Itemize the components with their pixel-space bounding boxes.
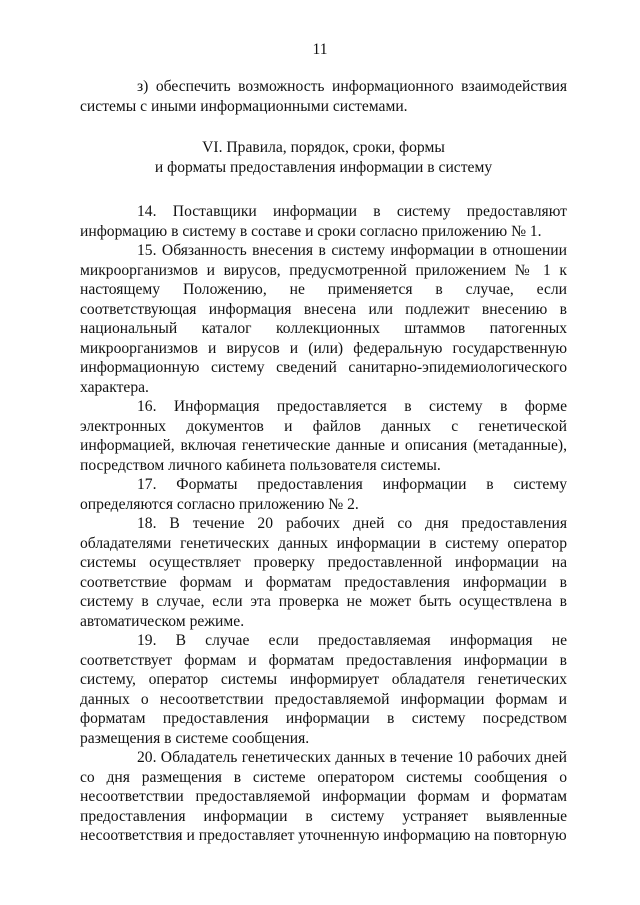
page-number: 11 xyxy=(312,41,328,58)
section-heading xyxy=(80,138,567,177)
document-body xyxy=(80,77,567,846)
list-item-z: з) обеспечить возможность информационного взаимодействия системы с иными информационными системами. xyxy=(80,78,567,115)
section-heading-line-2: и форматы предоставления информации в систему xyxy=(154,158,493,176)
section-heading-line-1: VI. Правила, порядок, сроки, формы xyxy=(202,139,445,156)
paragraph-18: 18. В течение 20 рабочих дней со дня предоставления обладателями генетических данных информации в систему оператор системы осуществляет проверку предоставленной информации на соответствие формам и форматам предоставления информации в систему в случае, если эта проверка не может быть осуществлена в автоматическом режиме. xyxy=(80,515,567,630)
paragraph-17: 17. Форматы предоставления информации в систему определяются согласно приложению № 2. xyxy=(80,476,567,513)
paragraph-20: 20. Обладатель генетических данных в течение 10 рабочих дней со дня размещения в системе оператором системы сообщения о несоответствии предоставляемой информации формам и форматам предоставления информации в систему устраняет выявленные несоответствия и предоставляет уточненную информацию на повторную xyxy=(80,749,567,844)
paragraph-15: 15. Обязанность внесения в систему информации в отношении микроорганизмов и вирусов, предусмотренной приложением № 1 к настоящему Положению, не применяется в случае, если соответствующая информация внесена или подлежит внесению в национальный каталог коллекционных штаммов патогенных микроорганизмов и вирусов и (или) федеральную государственную информационную систему сведений санитарно-эпидемиологического характера. xyxy=(80,242,567,396)
paragraph-14: 14. Поставщики информации в систему предоставляют информацию в систему в составе и сроки согласно приложению № 1. xyxy=(80,203,567,240)
paragraph-16: 16. Информация предоставляется в систему в форме электронных документов и файлов данных с генетической информацией, включая генетические данные и описания (метаданные), посредством личного кабинета пользователя системы. xyxy=(80,398,567,474)
paragraph-19: 19. В случае если предоставляемая информация не соответствует формам и форматам предоставления информации в систему, оператор системы информирует обладателя генетических данных о несоответствии предоставляемой информации формам и форматам предоставления информации в систему посредством размещения в системе сообщения. xyxy=(80,632,567,747)
